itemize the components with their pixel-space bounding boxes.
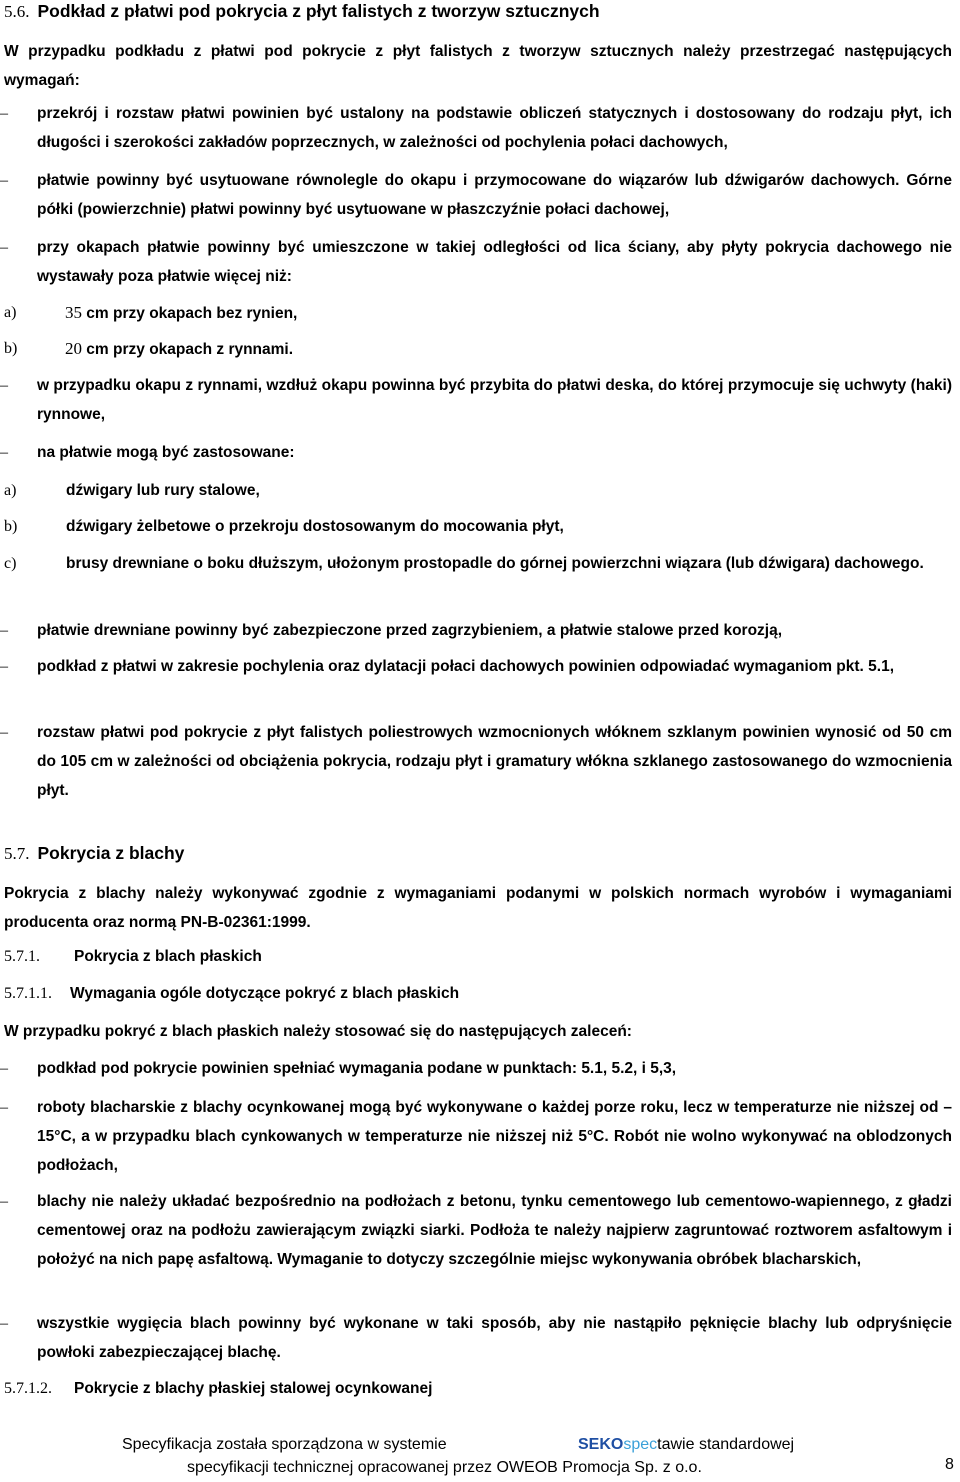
- subsection-title: Pokrycia z blach płaskich: [74, 948, 262, 965]
- subsection-heading-5-7-1-1: [4, 985, 459, 1003]
- sub-marker: b): [4, 518, 18, 535]
- list-item-text: w przypadku okapu z rynnami, wzdłuż okapu powinna być przybita do płatwi deska, do której przymocuje się uchwyty (haki) rynnowe,: [37, 377, 952, 423]
- footer-line-1-tail: tawie standardowej: [657, 1436, 795, 1453]
- sub-marker: a): [4, 304, 17, 321]
- brand-spec: spec: [623, 1436, 658, 1453]
- dash-bullet: –: [0, 658, 8, 675]
- section-number: 5.7.: [4, 844, 30, 863]
- sub-text: dźwigary lub rury stalowe,: [66, 482, 260, 499]
- subsection-intro: W przypadku pokryć z blach płaskich należy stosować się do następujących zaleceń:: [4, 1023, 632, 1040]
- value: 35: [65, 303, 82, 322]
- value: 20: [65, 339, 82, 358]
- list-item: [0, 166, 952, 224]
- dash-bullet: –: [0, 622, 8, 639]
- dash-bullet: –: [0, 239, 8, 256]
- dash-bullet: –: [0, 172, 8, 189]
- sub-list-item: [0, 298, 952, 328]
- list-item-text: płatwie drewniane powinny być zabezpieczone przed zagrzybieniem, a płatwie stalowe przed korozją,: [37, 622, 783, 639]
- list-item-text: wszystkie wygięcia blach powinny być wykonane w taki sposób, aby nie nastąpiło pęknięcie blachy lub odpryśnięcie powłoki zabezpieczającej blachę.: [37, 1315, 952, 1361]
- page-number: 8: [945, 1456, 954, 1473]
- footer-brand: [578, 1436, 794, 1454]
- sub-marker: a): [4, 482, 17, 499]
- list-item-text: rozstaw płatwi pod pokrycie z płyt falistych poliestrowych wzmocnionych włóknem szklanym powinien wynosić od 50 cm do 105 cm w zależności od obciążenia pokrycia, rodzaju płyt i gramatury włókna szklanego zastosowanego do wzmocnienia płyt.: [37, 724, 952, 799]
- section-title: Pokrycia z blachy: [37, 843, 185, 863]
- list-item: [0, 233, 952, 291]
- list-item-text: podkład pod pokrycie powinien spełniać wymagania podane w punktach: 5.1, 5.2, i 5,3,: [37, 1060, 677, 1077]
- dash-bullet: –: [0, 377, 8, 394]
- sub-list-item: [0, 334, 952, 364]
- subsection-number: 5.7.1.: [4, 948, 40, 965]
- sub-marker: b): [4, 340, 18, 357]
- dash-bullet: –: [0, 1193, 8, 1210]
- sub-marker: c): [4, 555, 17, 572]
- dash-bullet: –: [0, 105, 8, 122]
- list-item-text: blachy nie należy układać bezpośrednio na podłożach z betonu, tynku cementowego lub cementowo-wapiennego, z gładzi cementowej oraz na podłożu zawierającym związki siarki. Podłoża te należy najpierw zagruntować roztworem asfaltowym i położyć na nich papę asfaltową. Wymaganie to dotyczy szczególnie miejsc wykonywania obróbek blacharskich,: [37, 1193, 952, 1268]
- subsection-number: 5.7.1.1.: [4, 985, 52, 1002]
- list-item: [0, 616, 952, 645]
- list-item: [0, 1093, 952, 1180]
- list-item-text: podkład z płatwi w zakresie pochylenia oraz dylatacji połaci dachowych powinien odpowiadać wymaganiom pkt. 5.1,: [37, 658, 895, 675]
- dash-bullet: –: [0, 724, 8, 741]
- sub-list-item: [0, 549, 952, 578]
- sub-list-item: [0, 512, 952, 541]
- footer-line-1: Specyfikacja została sporządzona w systemie: [122, 1436, 447, 1453]
- list-item-text: na płatwie mogą być zastosowane:: [37, 444, 295, 461]
- subsection-heading-5-7-1-2: [4, 1380, 432, 1398]
- list-item: [0, 99, 952, 157]
- dash-bullet: –: [0, 1315, 8, 1332]
- footer-line-2: specyfikacji technicznej opracowanej przez OWEOB Promocja Sp. z o.o.: [187, 1459, 702, 1476]
- sub-list-item: [0, 476, 952, 505]
- subsection-title: Pokrycie z blachy płaskiej stalowej ocynkowanej: [74, 1380, 433, 1397]
- section-heading-5-6: [4, 1, 600, 22]
- section-heading-5-7: [4, 843, 184, 864]
- sub-text: dźwigary żelbetowe o przekroju dostosowanym do mocowania płyt,: [66, 518, 564, 535]
- sub-text: cm przy okapach bez rynien,: [82, 305, 298, 322]
- subsection-heading-5-7-1: [4, 948, 262, 966]
- list-item: [0, 718, 952, 805]
- brand-seko: SEKO: [578, 1436, 624, 1453]
- list-item: [0, 1187, 952, 1274]
- list-item-text: przekrój i rozstaw płatwi powinien być ustalony na podstawie obliczeń statycznych i dostosowany do rodzaju płyt, ich długości i szerokości zakładów poprzecznych, w zależności od pochylenia połaci dachowych,: [37, 105, 952, 151]
- section-number: 5.6.: [4, 2, 30, 21]
- dash-bullet: –: [0, 1099, 8, 1116]
- list-item: [0, 652, 952, 681]
- section-title: Podkład z płatwi pod pokrycia z płyt falistych z tworzyw sztucznych: [37, 1, 600, 21]
- sub-text: brusy drewniane o boku dłuższym, ułożonym prostopadle do górnej powierzchni wiązara (lub dźwigara) dachowego.: [66, 555, 924, 572]
- subsection-title: Wymagania ogóle dotyczące pokryć z blach płaskich: [70, 985, 460, 1002]
- sub-text: cm przy okapach z rynnami.: [82, 341, 294, 358]
- list-item-text: płatwie powinny być usytuowane równolegle do okapu i przymocowane do wiązarów lub dźwigarów dachowych. Górne półki (powierzchnie) płatwi powinny być usytuowane w płaszczyźnie połaci dachowej,: [37, 172, 952, 218]
- list-item-text: przy okapach płatwie powinny być umieszczone w takiej odległości od lica ściany, aby płyty pokrycia dachowego nie wystawały poza płatwie więcej niż:: [37, 239, 952, 285]
- subsection-number: 5.7.1.2.: [4, 1380, 52, 1397]
- list-item: [0, 438, 952, 467]
- section-intro: W przypadku podkładu z płatwi pod pokrycie z płyt falistych z tworzyw sztucznych należy przestrzegać następujących wymagań:: [4, 43, 952, 89]
- dash-bullet: –: [0, 1060, 8, 1077]
- dash-bullet: –: [0, 444, 8, 461]
- list-item: [0, 1054, 952, 1083]
- list-item: [0, 371, 952, 429]
- list-item: [0, 1309, 952, 1367]
- section-intro: Pokrycia z blachy należy wykonywać zgodnie z wymaganiami podanymi w polskich normach wyrobów i wymaganiami producenta oraz normą PN-B-02361:1999.: [4, 885, 952, 931]
- list-item-text: roboty blacharskie z blachy ocynkowanej mogą być wykonywane o każdej porze roku, lecz w temperaturze nie niższej od –15°C, a w przypadku blach cynkowanych w temperaturze nie niższej niż 5°C. Robót nie wolno wykonywać na oblodzonych podłożach,: [37, 1099, 952, 1174]
